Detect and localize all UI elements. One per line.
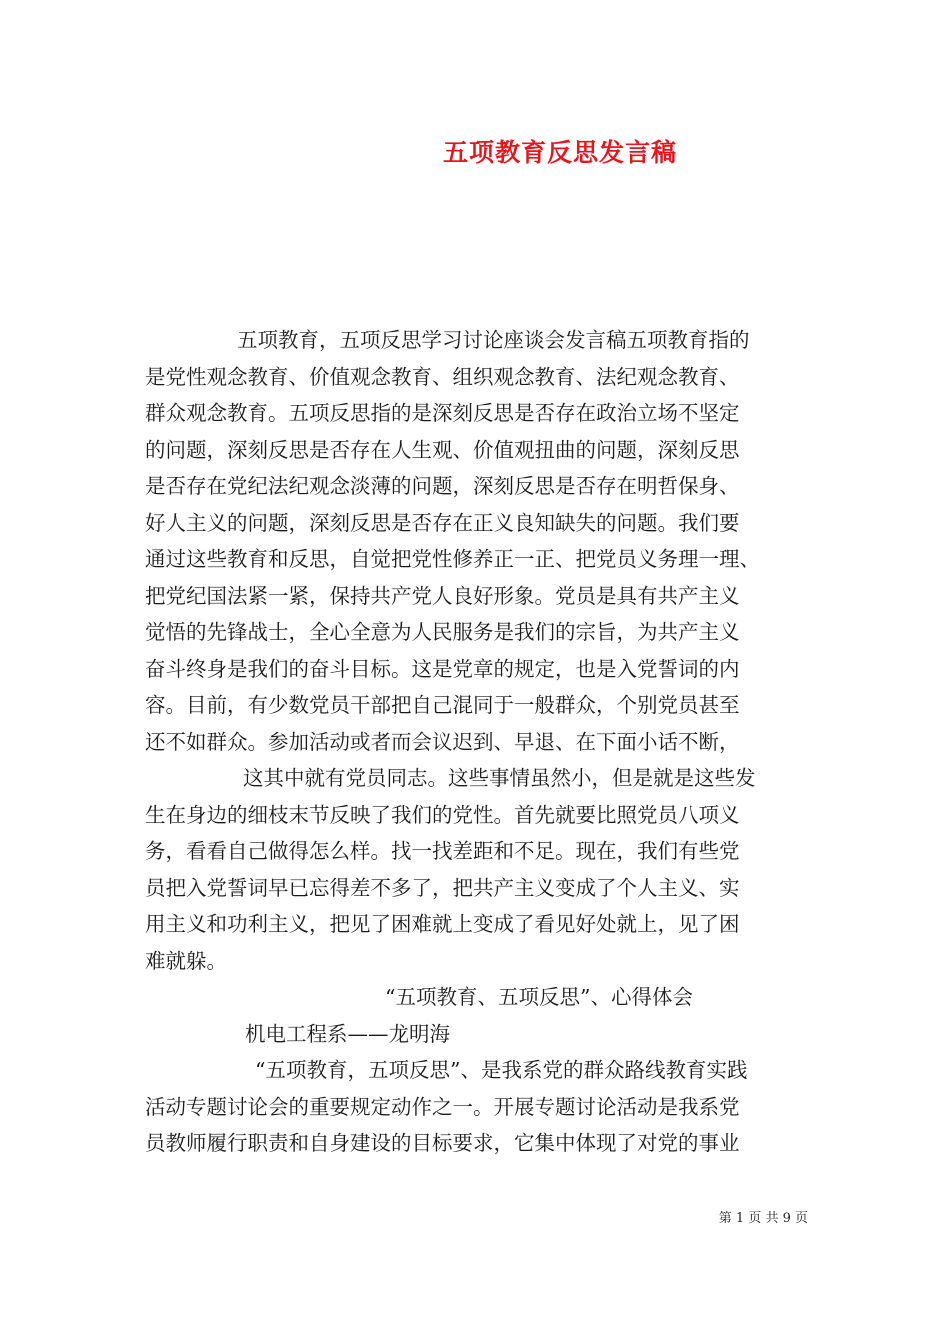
paragraph-line: 是党性观念教育、价值观念教育、组织观念教育、法纪观念教育、: [145, 364, 740, 389]
paragraph-line: 奋斗终身是我们的奋斗目标。这是党章的规定，也是入党誓词的内: [145, 656, 740, 681]
paragraph-line: 容。目前，有少数党员干部把自己混同于一般群众，个别党员甚至: [145, 693, 740, 717]
paragraph-line: 的问题，深刻反思是否存在人生观、价值观扭曲的问题，深刻反思: [145, 437, 740, 462]
paragraph-line: 通过这些教育和反思，自觉把党性修养正一正、把党员义务理一理、: [145, 547, 760, 571]
paragraph-line: 活动专题讨论会的重要规定动作之一。开展专题讨论活动是我系党: [145, 1094, 740, 1119]
paragraph-line: 五项教育，五项反思学习讨论座谈会发言稿五项教育指的: [237, 328, 750, 352]
document-title: 五项教育反思发言稿: [442, 138, 677, 167]
paragraph-line: 生在身边的细枝末节反映了我们的党性。首先就要比照党员八项义: [145, 802, 740, 827]
paragraph-line: 员教师履行职责和自身建设的目标要求，它集中体现了对党的事业: [145, 1131, 740, 1155]
paragraph-line: 务，看看自己做得怎么样。找一找差距和不足。现在，我们有些党: [145, 839, 740, 863]
paragraph-line: 好人主义的问题，深刻反思是否存在正义良知缺失的问题。我们要: [145, 510, 740, 535]
paragraph-line: 是否存在党纪法纪观念淡薄的问题，深刻反思是否存在明哲保身、: [145, 474, 740, 498]
paragraph-line: 这其中就有党员同志。这些事情虽然小，但是就是这些发: [243, 766, 756, 790]
paragraph-line: 用主义和功利主义，把见了困难就上变成了看见好处就上，见了困: [145, 912, 740, 936]
paragraph-line: 员把入党誓词早已忘得差不多了，把共产主义变成了个人主义、实: [145, 875, 740, 900]
paragraph-line: 难就躲。: [145, 948, 227, 973]
paragraph-line: “五项教育，五项反思”、是我系党的群众路线教育实践: [255, 1058, 748, 1082]
page-number: 第 1 页 共 9 页: [718, 1211, 808, 1226]
author-line: 机电工程系——龙明海: [245, 1021, 450, 1046]
section-heading: “五项教育、五项反思”、心得体会: [385, 985, 693, 1009]
paragraph-line: 群众观念教育。五项反思指的是深刻反思是否存在政治立场不坚定: [145, 401, 740, 425]
document-body: [145, 322, 810, 1162]
paragraph-line: 觉悟的先锋战士，全心全意为人民服务是我们的宗旨，为共产主义: [145, 620, 740, 644]
paragraph-line: 把党纪国法紧一紧，保持共产党人良好形象。党员是具有共产主义: [145, 583, 740, 608]
paragraph-line: 还不如群众。参加活动或者而会议迟到、早退、在下面小话不断，: [145, 729, 740, 754]
